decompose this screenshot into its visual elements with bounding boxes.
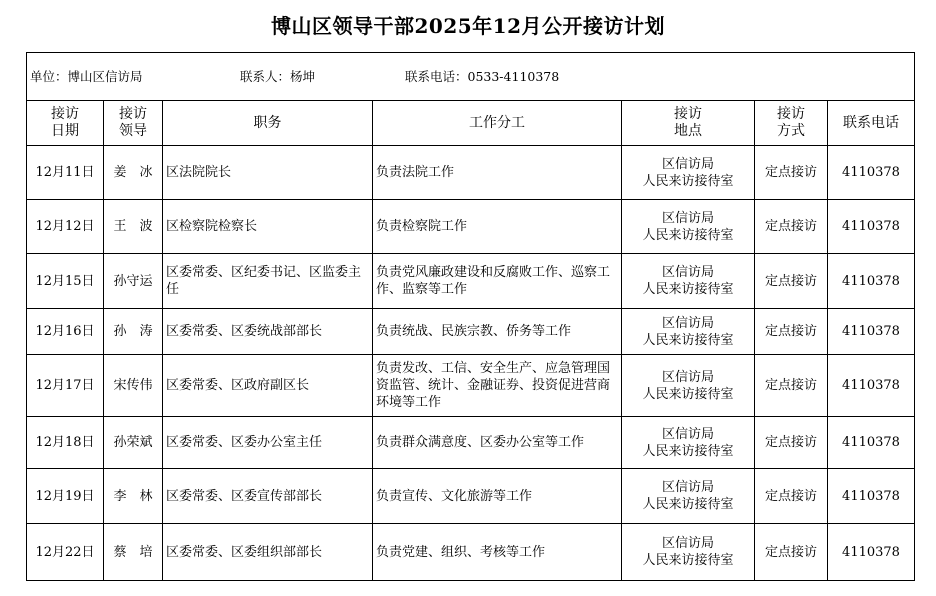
visit-location: 区信访局 人民来访接待室 — [622, 355, 755, 417]
table-row — [27, 355, 915, 417]
contact-phone: 4110378 — [828, 524, 915, 581]
header-method: 接访 方式 — [755, 101, 828, 146]
table-row — [27, 469, 915, 524]
visit-location: 区信访局 人民来访接待室 — [622, 146, 755, 200]
contact-phone: 4110378 — [828, 146, 915, 200]
visit-date: 12月22日 — [27, 524, 104, 581]
unit-label: 单位：博山区信访局 — [30, 69, 143, 84]
header-position: 职务 — [163, 101, 373, 146]
contact-phone-label: 联系电话：0533-4110378 — [405, 69, 560, 84]
table-row — [27, 524, 915, 581]
table-row — [27, 200, 915, 254]
leader-name: 蔡 培 — [104, 524, 163, 581]
table-row — [27, 146, 915, 200]
work-duty: 负责发改、工信、安全生产、应急管理国资监管、统计、金融证券、投资促进营商环境等工作 — [373, 355, 622, 417]
visit-method: 定点接访 — [755, 417, 828, 469]
visit-location: 区信访局 人民来访接待室 — [622, 309, 755, 355]
header-duty: 工作分工 — [373, 101, 622, 146]
visit-location: 区信访局 人民来访接待室 — [622, 200, 755, 254]
visit-date: 12月17日 — [27, 355, 104, 417]
leader-name: 王 波 — [104, 200, 163, 254]
leader-position: 区委常委、区委统战部部长 — [163, 309, 373, 355]
leader-name: 李 林 — [104, 469, 163, 524]
visit-method: 定点接访 — [755, 524, 828, 581]
header-leader: 接访 领导 — [104, 101, 163, 146]
header-row — [27, 101, 915, 146]
leader-name: 宋传伟 — [104, 355, 163, 417]
work-duty: 负责检察院工作 — [373, 200, 622, 254]
work-duty: 负责宣传、文化旅游等工作 — [373, 469, 622, 524]
leader-position: 区委常委、区政府副区长 — [163, 355, 373, 417]
contact-person-label: 联系人：杨坤 — [240, 69, 316, 84]
visit-date: 12月15日 — [27, 254, 104, 309]
work-duty: 负责群众满意度、区委办公室等工作 — [373, 417, 622, 469]
table-row — [27, 309, 915, 355]
header-date: 接访 日期 — [27, 101, 104, 146]
work-duty: 负责统战、民族宗教、侨务等工作 — [373, 309, 622, 355]
visit-date: 12月16日 — [27, 309, 104, 355]
contact-phone: 4110378 — [828, 417, 915, 469]
leader-position: 区检察院检察长 — [163, 200, 373, 254]
leader-position: 区委常委、区纪委书记、区监委主任 — [163, 254, 373, 309]
leader-position: 区委常委、区委宣传部部长 — [163, 469, 373, 524]
visit-date: 12月12日 — [27, 200, 104, 254]
leader-name: 孙 涛 — [104, 309, 163, 355]
work-duty: 负责党建、组织、考核等工作 — [373, 524, 622, 581]
visit-method: 定点接访 — [755, 355, 828, 417]
schedule-table — [26, 52, 915, 581]
visit-method: 定点接访 — [755, 309, 828, 355]
leader-position: 区委常委、区委组织部部长 — [163, 524, 373, 581]
visit-location: 区信访局 人民来访接待室 — [622, 254, 755, 309]
visit-date: 12月11日 — [27, 146, 104, 200]
visit-location: 区信访局 人民来访接待室 — [622, 469, 755, 524]
leader-position: 区委常委、区委办公室主任 — [163, 417, 373, 469]
visit-method: 定点接访 — [755, 469, 828, 524]
contact-phone: 4110378 — [828, 309, 915, 355]
table-row — [27, 254, 915, 309]
table-row — [27, 417, 915, 469]
work-duty: 负责党风廉政建设和反腐败工作、巡察工作、监察等工作 — [373, 254, 622, 309]
info-cell — [27, 53, 915, 101]
leader-position: 区法院院长 — [163, 146, 373, 200]
contact-phone: 4110378 — [828, 200, 915, 254]
info-row — [27, 53, 915, 101]
visit-method: 定点接访 — [755, 254, 828, 309]
visit-date: 12月19日 — [27, 469, 104, 524]
leader-name: 孙荣斌 — [104, 417, 163, 469]
leader-name: 姜 冰 — [104, 146, 163, 200]
visit-method: 定点接访 — [755, 146, 828, 200]
visit-location: 区信访局 人民来访接待室 — [622, 417, 755, 469]
visit-date: 12月18日 — [27, 417, 104, 469]
work-duty: 负责法院工作 — [373, 146, 622, 200]
visit-location: 区信访局 人民来访接待室 — [622, 524, 755, 581]
contact-phone: 4110378 — [828, 254, 915, 309]
visit-method: 定点接访 — [755, 200, 828, 254]
contact-phone: 4110378 — [828, 469, 915, 524]
leader-name: 孙守运 — [104, 254, 163, 309]
header-location: 接访 地点 — [622, 101, 755, 146]
contact-phone: 4110378 — [828, 355, 915, 417]
page-title: 博山区领导干部2025年12月公开接访计划 — [271, 14, 665, 38]
header-phone: 联系电话 — [828, 101, 915, 146]
